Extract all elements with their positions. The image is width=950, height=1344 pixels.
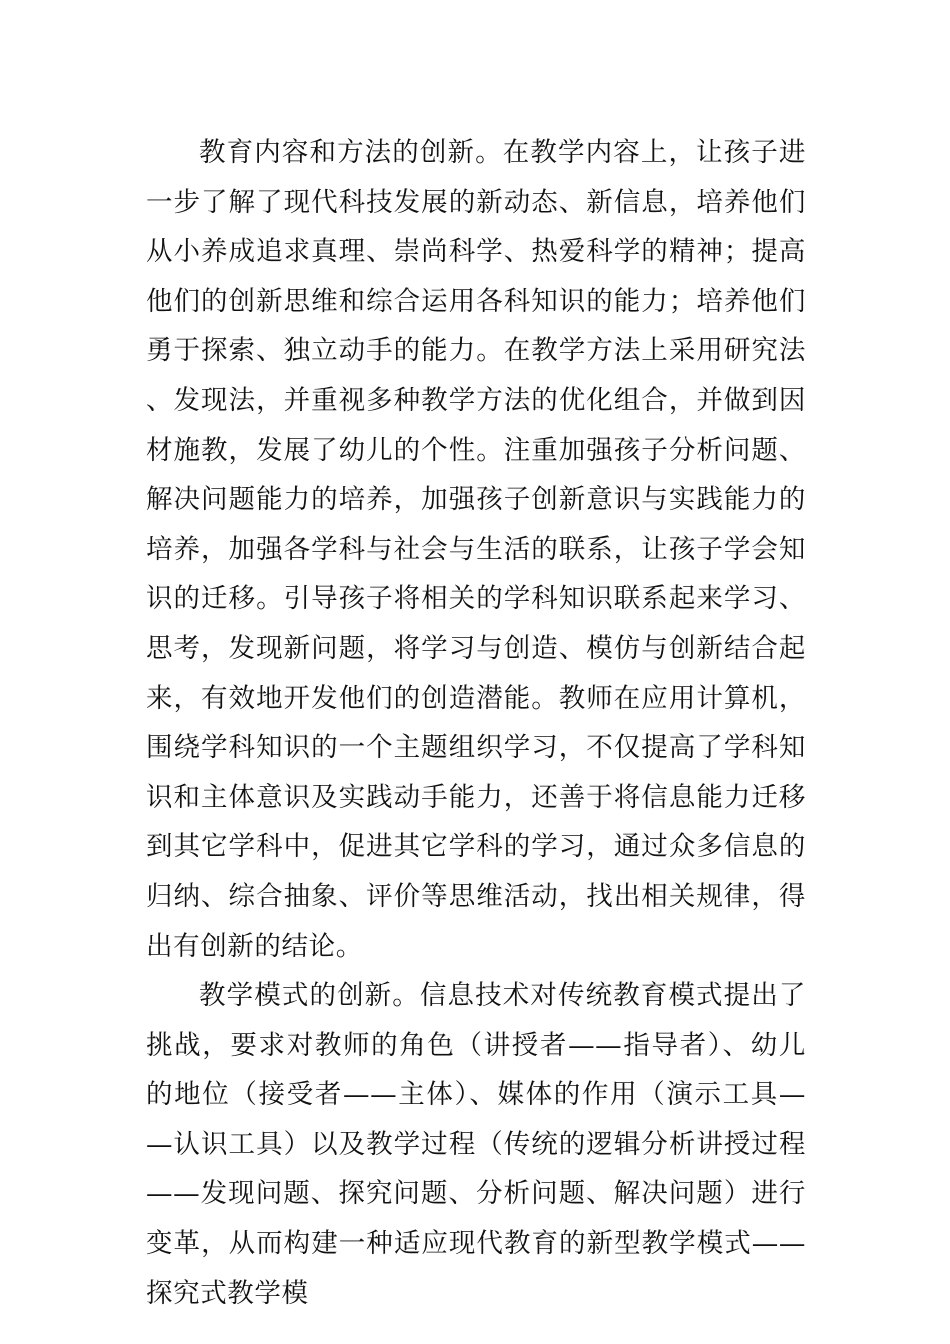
body-text xyxy=(146,128,806,1318)
paragraph-education-content-methods: 教育内容和方法的创新。在教学内容上，让孩子进一步了解了现代科技发展的新动态、新信息，培养他们从小养成追求真理、崇尚科学、热爱科学的精神；提高他们的创新思维和综合运用各科知识的能力；培养他们勇于探索、独立动手的能力。在教学方法上采用研究法、发现法，并重视多种教学方法的优化组合，并做到因材施教，发展了幼儿的个性。注重加强孩子分析问题、解决问题能力的培养，加强孩子创新意识与实践能力的培养，加强各学科与社会与生活的联系，让孩子学会知识的迁移。引导孩子将相关的学科知识联系起来学习、思考，发现新问题，将学习与创造、模仿与创新结合起来，有效地开发他们的创造潜能。教师在应用计算机，围绕学科知识的一个主题组织学习，不仅提高了学科知识和主体意识及实践动手能力，还善于将信息能力迁移到其它学科中，促进其它学科的学习，通过众多信息的归纳、综合抽象、评价等思维活动，找出相关规律，得出有创新的结论。 xyxy=(146,137,806,962)
paragraph-teaching-model: 教学模式的创新。信息技术对传统教育模式提出了挑战，要求对教师的角色（讲授者——指导者）、幼儿的地位（接受者——主体）、媒体的作用（演示工具——认识工具）以及教学过程（传统的逻辑分析讲授过程——发现问题、探究问题、分析问题、解决问题）进行变革，从而构建一种适应现代教育的新型教学模式——探究式教学模 xyxy=(146,980,806,1309)
